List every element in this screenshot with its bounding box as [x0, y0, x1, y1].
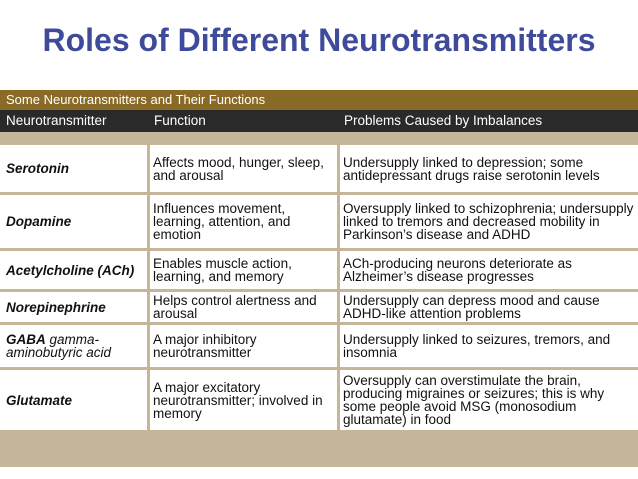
- neurotransmitter-name: Acetylcholine (ACh): [0, 251, 147, 289]
- function-cell: Influences movement, learning, attention, and emotion: [150, 195, 337, 248]
- table-caption: Some Neurotransmitters and Their Functions: [0, 90, 638, 110]
- header-separator: [0, 132, 638, 142]
- neurotransmitter-table: [0, 90, 638, 467]
- problems-cell: Oversupply linked to schizophrenia; undersupply linked to tremors and decreased mobility in Parkinson’s disease and ADHD: [340, 195, 638, 248]
- neurotransmitter-name: Glutamate: [0, 370, 147, 430]
- function-cell: A major inhibitory neurotransmitter: [150, 325, 337, 367]
- table-body: [0, 142, 638, 467]
- problems-cell: Undersupply linked to depression; some antidepressant drugs raise serotonin levels: [340, 145, 638, 192]
- table-row: [0, 325, 638, 367]
- function-cell: A major excitatory neurotransmitter; involved in memory: [150, 370, 337, 430]
- neurotransmitter-name: GABA: [6, 332, 46, 347]
- problems-cell: Undersupply linked to seizures, tremors, and insomnia: [340, 325, 638, 367]
- table-row: [0, 195, 638, 248]
- column-header-problems: Problems Caused by Imbalances: [344, 113, 543, 128]
- table-row: [0, 145, 638, 192]
- table-header: [0, 110, 638, 132]
- function-cell: Affects mood, hunger, sleep, and arousal: [150, 145, 337, 192]
- neurotransmitter-name: Dopamine: [0, 195, 147, 248]
- neurotransmitter-name-cell: [0, 325, 147, 367]
- neurotransmitter-full-name: gamma-aminobutyric acid: [6, 332, 112, 360]
- problems-cell: ACh-producing neurons deteriorate as Alzheimer’s disease progresses: [340, 251, 638, 289]
- table-row: [0, 251, 638, 289]
- table-row: [0, 370, 638, 430]
- page-title: Roles of Different Neurotransmitters: [42, 22, 596, 58]
- column-header-function: Function: [154, 113, 206, 128]
- function-cell: Helps control alertness and arousal: [150, 292, 337, 322]
- problems-cell: Undersupply can depress mood and cause ADHD-like attention problems: [340, 292, 638, 322]
- column-header-neurotransmitter: Neurotransmitter: [6, 113, 107, 128]
- neurotransmitter-name: Norepinephrine: [0, 292, 147, 322]
- table-row: [0, 292, 638, 322]
- problems-cell: Oversupply can overstimulate the brain, producing migraines or seizures; this is why some people avoid MSG (monosodium glutamate) in food: [340, 370, 638, 430]
- neurotransmitter-name: Serotonin: [0, 145, 147, 192]
- function-cell: Enables muscle action, learning, and memory: [150, 251, 337, 289]
